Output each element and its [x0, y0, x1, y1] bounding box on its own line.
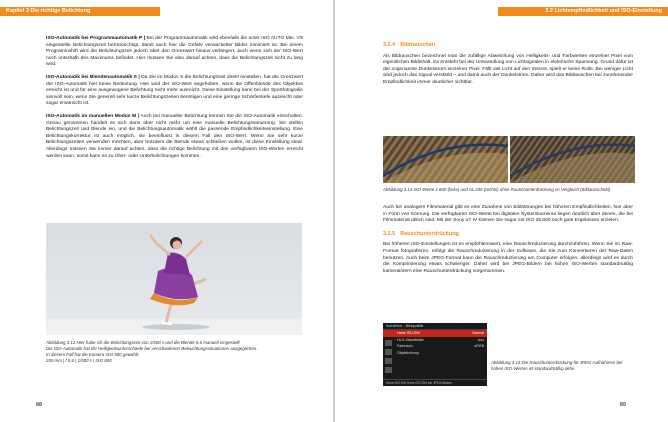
paragraph-text: Da Sie im Modus S die Belichtungszeit direkt einstellen, hat der Grenzwert der ISO-Automatik hier keine Bedeutung. Hier wird der ISO-Wert angehoben, wenn die Offenblende des Objektivs erreicht ist und für eine ausgewogene Belichtung nicht mehr ausreicht. Diese Einstellung kann bei der Sportfotografie sinnvoll sein, wenn Sie generell sehr kurze Belichtungszeiten benötigen und eine geringe Schärfentiefe ausreicht oder sogar erwünscht ist. — [46, 74, 303, 107]
chapter-header-text: Kapitel 3 Die richtige Belichtung — [6, 8, 91, 14]
figure-skater-photo — [46, 223, 302, 335]
menu-row-value: Aus — [477, 337, 484, 342]
paragraph-lead: ISO-Automatik im manuellen Modus M | — [46, 113, 140, 119]
caption-line: Die ISO-Automatik hat die Helligkeitsunterschiede bei verschiedenen Beleuchtungssituationen ausgeglichen. — [46, 346, 258, 351]
paragraph-lead: ISO-Automatik bei Blendenautomatik S | — [46, 74, 140, 80]
menu-row-label: HLG-Standbilder — [397, 337, 424, 342]
caption-exif: 200 mm | f 5,6 | 1/500 s | ISO 800 — [46, 358, 112, 363]
noise-illustration — [383, 136, 635, 183]
camera-menu-screenshot — [383, 323, 487, 386]
paragraph-text: Bei der Programmautomatik wird ebenfalls die unter ISO AUTO Min. VS eingestellte Belichtungszeit berücksichtigt, damit auch hier die Gefahr verwackelter Bilder minimiert ist. Bei einem Programmshift wird die Belichtungszeit jedoch über den Grenzwert hinaus verlängert, auch wenn sich der ISO-Wert noch unterhalb des Maximums befindet. Hier müssen Sie also darauf achten, dass die Belichtungszeit nicht zu lang wird. — [46, 36, 303, 68]
section-heading-rauschunterdrueckung — [383, 231, 633, 238]
menu-title: Aufnahme - Bildqualität — [383, 323, 487, 330]
section-title: Bildrauschen — [400, 42, 436, 48]
section-number: 3.2.4 — [383, 42, 396, 48]
figure-caption-3-12 — [46, 340, 303, 364]
left-text-block — [46, 36, 303, 166]
paragraph-text: Auch bei manueller Belichtung können Sie die ISO-Automatik einschalten. Genau genommen handelt es sich dann aber nicht mehr um eine manuelle Belichtungssteuerung. Sie stellen Belichtungszeit und Blende ein, und die Belichtungsautomatik wählt die passende Empfindlichkeitseinstellung. Eine Belichtungskorrektur ist auch möglich, sie beeinflusst in diesem Fall den ISO-Wert. Wenn Sie sehr kurze Belichtungszeiten verwenden möchten, aber trotzdem die Blende etwas schließen wollen, ist diese Einstellung ideal. Allerdings müssen Sie immer darauf achten, dass die richtige Belichtung mit den verfügbaren ISO-Werten erreicht werden kann, sonst kann es zu Über- oder Unterbelichtungen kommen. — [46, 113, 303, 159]
menu-row-label: Hohe ISO-RM — [397, 331, 420, 335]
section-title: Rauschunterdrückung — [400, 230, 459, 237]
menu-row-label: Objektivkomp. — [397, 350, 420, 355]
chapter-header — [0, 7, 160, 16]
skater-illustration — [46, 223, 302, 335]
menu-row-value: Normal — [472, 331, 484, 335]
menu-row-value: sRGB — [474, 344, 484, 348]
noise-comparison-photo — [383, 136, 635, 183]
page-number: 88 — [36, 402, 43, 408]
figure-caption-3-13: Abbildung 3.13 ISO-Werte 1.600 (links) und 51.200 (rechts) ohne Rauschunterdrückung im Vergleich (Bildausschnitt) — [383, 187, 611, 192]
left-page — [0, 0, 333, 422]
paragraph-iso-m — [46, 114, 303, 160]
paragraph-rauschunterdrueckung: Bei höheren ISO-Einstellungen ist es empfehlenswert, eine Rauschreduzierung durchzuführen. Wenn Sie im Raw-Format fotografieren, erfolgt die Rauschreduzierung in der Software, die Sie zum Konvertieren der Raw-Daten benutzen. Auch beim JPEG-Format kann die Rauschreduzierung am Computer erfolgen, allerdings wird es durch die Komprimierung etwas schwieriger. Daher wird bei JPEG-Bildern bei hohen ISO-Werten standardmäßig kameraintern eine Rauschunterdrückung vorgenommen. — [383, 242, 633, 274]
right-page — [335, 0, 668, 422]
menu-footer: Hohe ISO-RM Hohe ISO-RM bei JPEG-Bildern — [383, 379, 487, 386]
figure-caption-3-14: Abbildung 3.14 Die Rauschunterdrückung für JPEG-Aufnahmen bei hohen ISO-Werten ist standardmäßig aktiv. — [491, 360, 623, 371]
menu-row-label: Farbraum — [397, 344, 413, 348]
caption-line: Abbildung 3.12 Hier habe ich die Belichtungszeit von 1/500 s und die Blende 5,6 manuell eingestellt. — [46, 340, 241, 345]
caption-line: In diesem Fall hat die Kamera ISO 800 gewählt. — [46, 352, 140, 357]
paragraph-bildrauschen: Als Bildrauschen bezeichnet man die zufällige Abweichung von Helligkeits- und Farbwerten einzelner Pixel vom eigentlichen Bildinhalt. Es entsteht bei der Umwandlung von Lichtsignalen in elektrische Spannung. Grund dafür ist der sogenannte Dunkelstrom einzelner Pixel. Fällt viel Licht auf den Sensor, spielt er keine Rolle. Bei weniger Licht wird jedoch das Signal verstärkt – und damit auch der Dunkelstrom. Daher wird das Bildrauschen bei zunehmender Empfindlichkeit immer deutlicher sichtbar. — [383, 53, 633, 85]
section-header — [498, 7, 668, 16]
paragraph-iso-s — [46, 75, 303, 108]
section-header-text: 3.2 Lichtempfindlichkeit und ISO-Einstellung — [545, 8, 662, 14]
section-heading-bildrauschen — [383, 42, 633, 49]
menu-row-objektivkomp[interactable] — [383, 350, 487, 357]
right-text-block-top — [383, 42, 633, 93]
paragraph-filmmaterial: Auch bei analogem Filmmaterial gibt es eine Zunahme von Bildstörungen bei höheren Empfindlichkeiten, hier aber in Form von Körnung. Die verfügbaren ISO-Werte bei digitalen Systemkameras liegen deutlich über denen, die bei Filmmaterial üblich sind. Mit der Sony α7 IV können Sie sogar mit ISO 25.600 noch gute Ergebnisse erzielen. — [383, 205, 633, 224]
section-number: 3.2.5 — [383, 230, 396, 237]
page-number: 89 — [619, 402, 626, 408]
paragraph-lead: ISO-Automatik bei Programmautomatik P | — [46, 36, 146, 41]
right-text-block-bottom — [383, 205, 633, 281]
paragraph-iso-p — [46, 36, 303, 69]
